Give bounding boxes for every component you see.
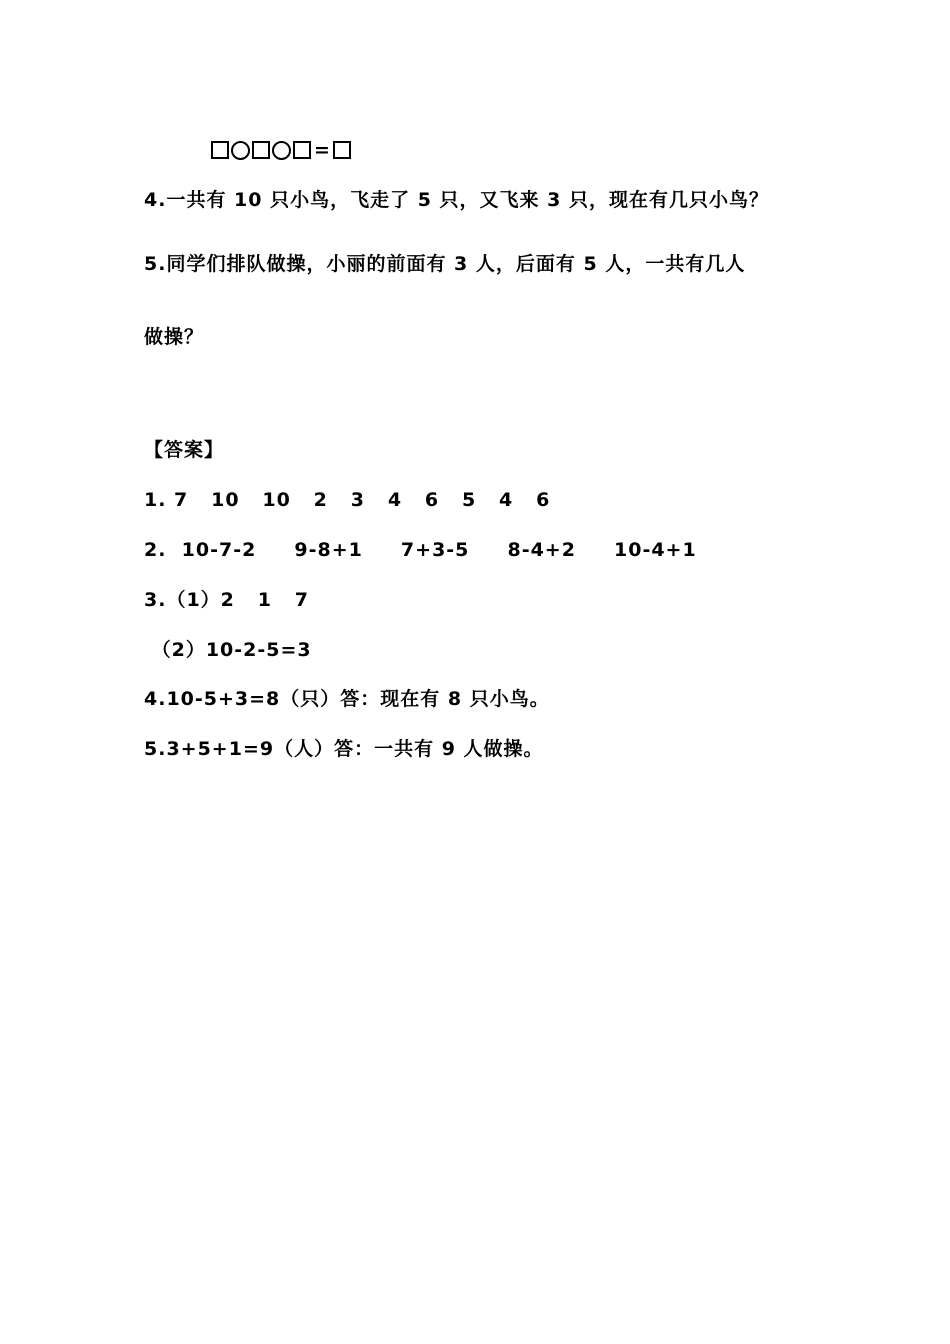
answer-heading: 【答案】 — [144, 439, 225, 461]
answer-3-part-1: 3.（1）2 1 7 — [144, 589, 310, 611]
operator-circle — [231, 141, 250, 160]
question-5-line-2: 做操？ — [144, 326, 205, 348]
blank-box — [293, 141, 311, 159]
answer-4: 4.10-5+3=8（只）答：现在有 8 只小鸟。 — [144, 688, 550, 710]
blank-box — [211, 141, 229, 159]
answer-3-part-2: （2）10-2-5=3 — [144, 639, 312, 661]
question-4: 4.一共有 10 只小鸟，飞走了 5 只，又飞来 3 只，现在有几只小鸟？ — [144, 189, 770, 211]
answer-1: 1. 7 10 10 2 3 4 6 5 4 6 — [144, 489, 551, 511]
blank-box — [333, 141, 351, 159]
blank-formula — [210, 137, 352, 163]
answer-2: 2. 10-7-2 9-8+1 7+3-5 8-4+2 10-4+1 — [144, 539, 697, 561]
operator-circle — [272, 141, 291, 160]
blank-box — [252, 141, 270, 159]
equals-sign: = — [314, 139, 330, 161]
answer-5: 5.3+5+1=9（人）答：一共有 9 人做操。 — [144, 738, 544, 760]
question-5-line-1: 5.同学们排队做操，小丽的前面有 3 人，后面有 5 人，一共有几人 — [144, 253, 746, 275]
